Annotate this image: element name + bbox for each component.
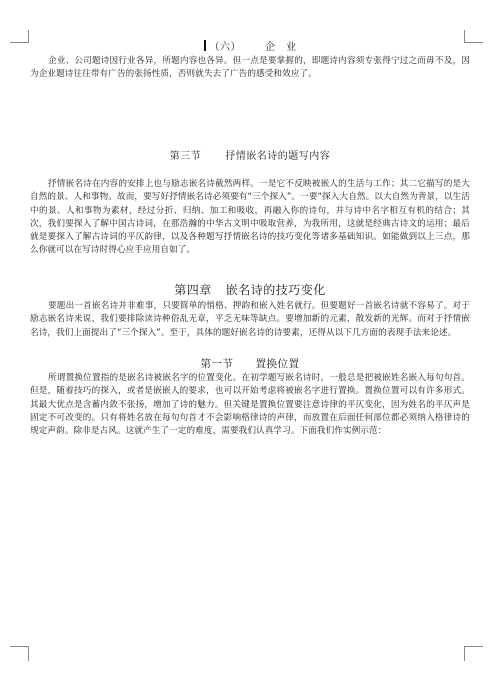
section-1-title: 置换位置 — [255, 358, 300, 370]
crop-mark-top-left — [10, 30, 29, 43]
section-6-body: 企业、公司题诗因行业各异，所题内容也各异。但一点是要掌握的，即题诗内容须专张得宁过之而毋不及，因为企业题诗往往带有广告的张扬性质，否则就失去了广告的感受和效应了。 — [30, 56, 470, 80]
section-3 — [30, 150, 470, 258]
chapter-4 — [30, 282, 470, 340]
section-3-heading — [30, 150, 470, 164]
chapter-4-title: 嵌名诗的技巧变化 — [225, 283, 326, 297]
section-6-number: （六） — [209, 42, 241, 53]
section-1-body: 所谓置换位置指的是嵌名诗被嵌名字的位置变化。在初学题写嵌名诗时，一般总是把被嵌姓名嵌入每句句首。但是，随着技巧的探入，或者是嵌嵌人的要求，也可以开始考虑将被嵌名字进行置换。置换位置可以有许多形式。其最大优点是含蓄内敛不张扬，增加了诗的魅力。但关键是置换位置要注意诗律的平仄变化，因为姓名的平仄声是固定不可改变的。只有将姓名放在每句句首才不会影响格律诗的声律，而放置在后面任何部位都必须纳入格律诗的规定声韵。除非是古风。这就产生了一定的难度，需要我们认真学习。下面我们作实例示范： — [30, 373, 470, 437]
text-cursor — [204, 40, 206, 51]
chapter-4-number: 第四章 — [174, 283, 212, 297]
section-1 — [30, 357, 470, 438]
section-1-number: 第一节 — [200, 358, 234, 370]
crop-mark-bottom-left — [10, 646, 29, 661]
section-1-heading — [30, 357, 470, 371]
crop-mark-bottom-right — [464, 646, 483, 661]
chapter-4-body: 要题出一首嵌名诗并非难事，只要简单的悄格、押韵和嵌入姓名就行。但要题好一首嵌名诗就不容易了。对于励志嵌名诗来说，我们要排除读诗种俗乱无章，平乏无味等缺点。要增加新的元素，散发新的光辉。而对于抒情嵌名诗，我们上面提出了“三个探入”。至于，具体的题好嵌名诗的诗要素，还得从以下几方面的表现手法来论述。 — [30, 301, 470, 338]
section-6-title: 企 业 — [265, 42, 297, 53]
section-3-number: 第三节 — [169, 151, 202, 162]
chapter-4-heading — [30, 282, 470, 298]
section-3-body: 抒情嵌名诗在内容的安排上也与励志嵌名诗截然两样。一是它不反映被嵌人的生活与工作；其二它描写的是大自然的景、人和事物。故而，要写好抒情嵌名诗必须要有“三个探入”。一要“探入大自然。以大自然为背景，以生活中的景、人和事物为素材，经过分折、归纳、加工和吸收，再融入你的诗句，并与诗中名字相互有机的结合；其次，我们要探入了解中国古诗词，在那浩瀚的中华古文明中吸取营养，为我所用，这就是经典古诗文的运用；最后就是要探入了解古诗词的平仄韵律，以及各种题写抒情嵌名诗的技巧变化等诸多基础知识。如能做到以上三点，那么你就可以在写诗时得心应手应用自如了。 — [30, 179, 470, 256]
section-6-heading — [30, 40, 470, 55]
section-3-title: 抒情嵌名诗的题写内容 — [225, 151, 331, 162]
section-6 — [30, 40, 470, 82]
